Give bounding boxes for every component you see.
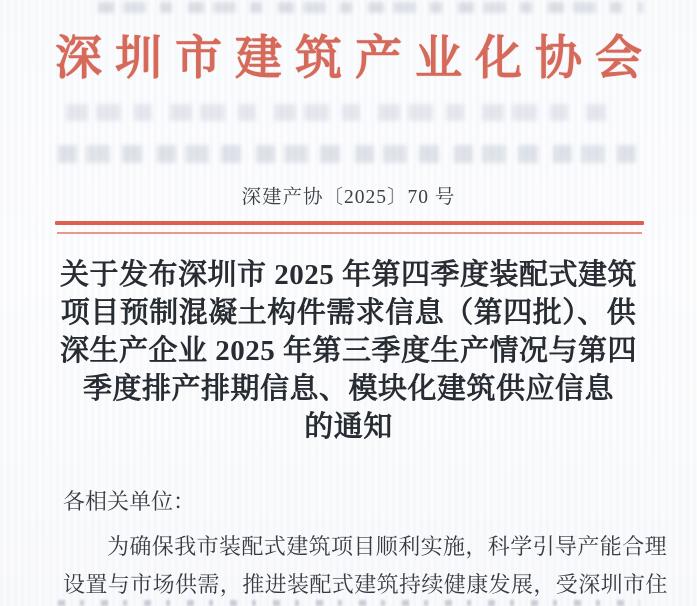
bleedthrough-artifact-lower (58, 145, 636, 163)
notice-title-line-2: 项目预制混凝土构件需求信息（第四批）、供 (60, 297, 637, 329)
body-line-2: 设置与市场供需，推进装配式建筑持续健康发展，受深圳市住 (63, 572, 668, 597)
body-line-1: 为确保我市装配式建筑项目顺利实施，科学引导产能合理 (107, 534, 668, 559)
bleedthrough-artifact-upper (66, 104, 606, 121)
bleedthrough-artifact-top (98, 2, 643, 13)
red-divider-thin (57, 232, 642, 234)
notice-title (20, 256, 677, 446)
salutation: 各相关单位： (63, 489, 196, 514)
doc-number: 深建产协〔2025〕70 号 (241, 187, 456, 208)
notice-title-line-5: 的通知 (304, 411, 393, 443)
notice-title-line-4: 季度排产排期信息、模块化建筑供应信息 (82, 373, 614, 405)
notice-title-line-1: 关于发布深圳市 2025 年第四季度装配式建筑 (59, 259, 637, 291)
body-paragraph (63, 528, 668, 604)
org-title: 深圳市建筑产业化协会 (55, 33, 655, 85)
red-divider-thick (55, 221, 644, 225)
notice-title-line-3: 深生产企业 2025 年第三季度生产情况与第四 (59, 335, 637, 367)
